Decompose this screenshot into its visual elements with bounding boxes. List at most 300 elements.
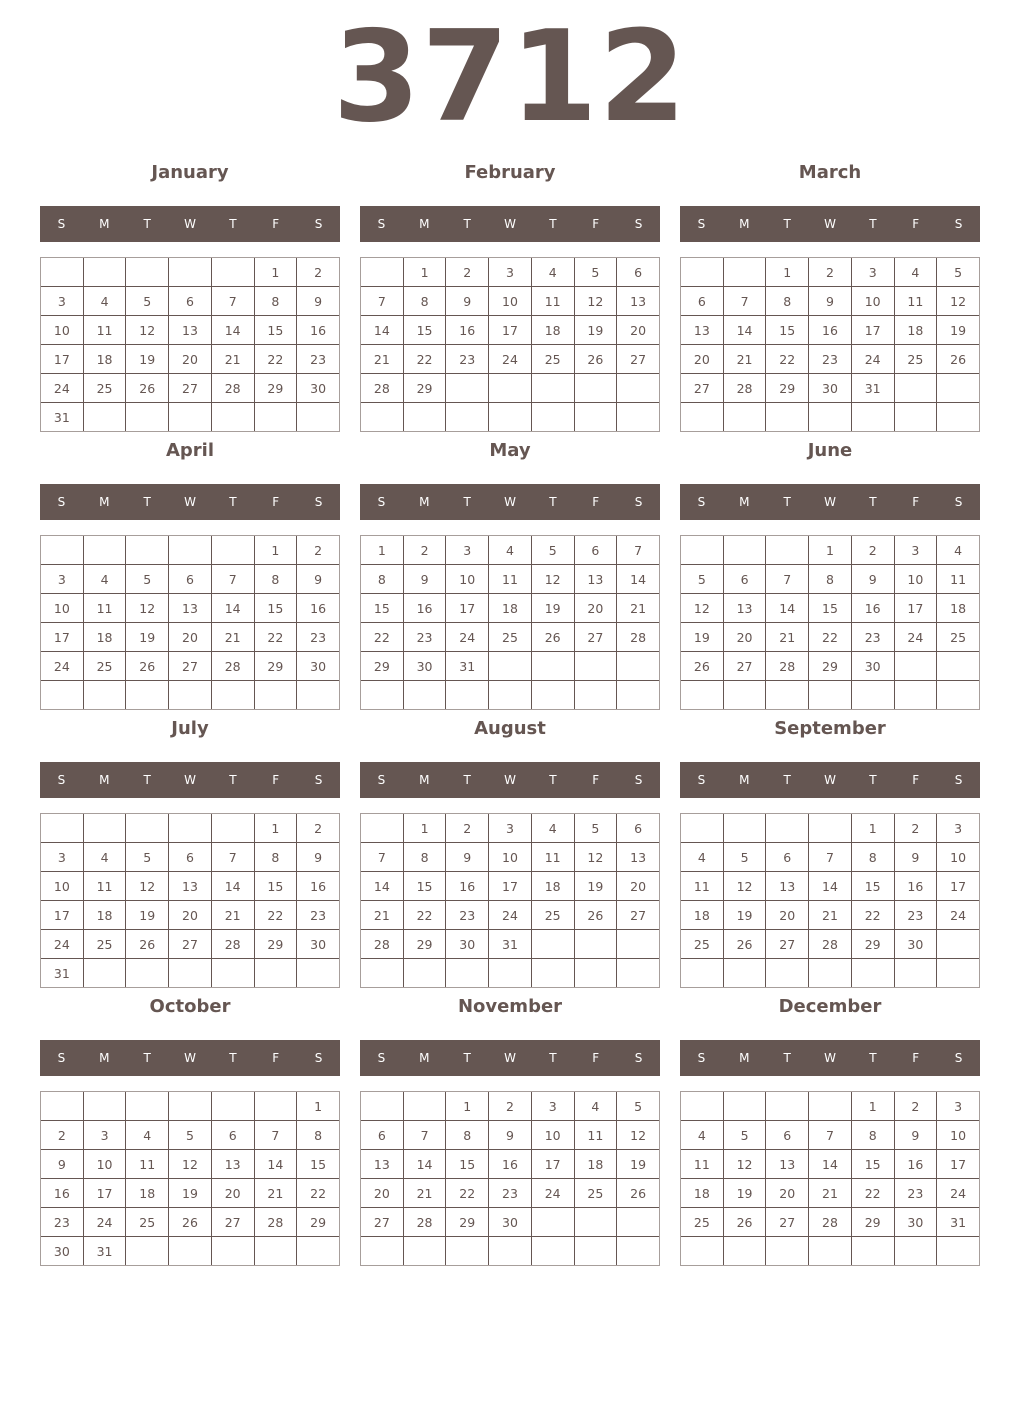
day-cell xyxy=(937,1237,980,1266)
day-cell: 24 xyxy=(83,1208,126,1237)
day-cell: 26 xyxy=(126,652,169,681)
week-row xyxy=(681,403,980,432)
day-cell xyxy=(766,1237,809,1266)
week-row xyxy=(361,403,660,432)
day-cell xyxy=(446,374,489,403)
day-cell: 31 xyxy=(83,1237,126,1266)
day-cell: 14 xyxy=(361,872,404,901)
day-cell: 21 xyxy=(211,623,254,652)
day-cell: 18 xyxy=(531,316,574,345)
week-row xyxy=(681,258,980,287)
day-cell: 21 xyxy=(361,345,404,374)
day-cell: 28 xyxy=(211,652,254,681)
week-row xyxy=(361,872,660,901)
weekday-label: W xyxy=(504,495,516,509)
day-cell: 25 xyxy=(574,1179,617,1208)
weekday-label: W xyxy=(504,773,516,787)
weekday-label: W xyxy=(824,217,836,231)
day-cell: 27 xyxy=(617,901,660,930)
day-cell: 5 xyxy=(617,1092,660,1121)
weekday-header xyxy=(360,206,660,242)
weekday-label: S xyxy=(57,495,66,509)
day-cell: 15 xyxy=(851,1150,894,1179)
day-cell: 27 xyxy=(617,345,660,374)
day-cell: 9 xyxy=(489,1121,532,1150)
weekday-label: W xyxy=(504,217,516,231)
weekday-label: M xyxy=(419,1051,430,1065)
day-cell: 8 xyxy=(403,843,446,872)
weekday-label: T xyxy=(783,217,791,231)
day-cell: 6 xyxy=(681,287,724,316)
day-cell: 28 xyxy=(403,1208,446,1237)
week-row xyxy=(41,316,340,345)
day-cell: 12 xyxy=(169,1150,212,1179)
month-name: October xyxy=(149,996,231,1017)
week-row xyxy=(41,403,340,432)
day-cell: 11 xyxy=(489,565,532,594)
week-row xyxy=(361,1150,660,1179)
day-cell xyxy=(894,403,937,432)
day-cell: 4 xyxy=(531,258,574,287)
day-cell: 13 xyxy=(169,594,212,623)
day-cell: 19 xyxy=(169,1179,212,1208)
day-cell: 3 xyxy=(446,536,489,565)
day-cell: 28 xyxy=(723,374,766,403)
weekday-label: T xyxy=(143,217,151,231)
weekday-label: F xyxy=(592,495,600,509)
weekday-label: T xyxy=(463,217,471,231)
day-cell xyxy=(126,258,169,287)
weekday-label: F xyxy=(592,773,600,787)
day-cell: 24 xyxy=(851,345,894,374)
week-row xyxy=(681,536,980,565)
day-cell xyxy=(83,959,126,988)
day-cell: 24 xyxy=(489,345,532,374)
day-cell: 28 xyxy=(361,930,404,959)
weekday-label: W xyxy=(184,217,196,231)
day-grid xyxy=(40,535,340,710)
day-cell: 8 xyxy=(297,1121,340,1150)
week-row xyxy=(41,374,340,403)
day-cell: 18 xyxy=(531,872,574,901)
day-cell xyxy=(574,1208,617,1237)
day-cell: 6 xyxy=(169,843,212,872)
day-cell: 7 xyxy=(211,287,254,316)
day-cell: 11 xyxy=(83,316,126,345)
week-row xyxy=(41,345,340,374)
day-cell: 4 xyxy=(489,536,532,565)
day-cell xyxy=(403,959,446,988)
day-cell: 1 xyxy=(851,1092,894,1121)
day-cell xyxy=(531,403,574,432)
day-cell: 6 xyxy=(169,565,212,594)
weekday-label: W xyxy=(824,1051,836,1065)
day-cell: 26 xyxy=(574,345,617,374)
day-cell: 22 xyxy=(254,901,297,930)
week-row xyxy=(681,345,980,374)
day-cell xyxy=(723,1237,766,1266)
day-cell: 22 xyxy=(403,345,446,374)
day-cell: 18 xyxy=(83,901,126,930)
day-cell: 19 xyxy=(681,623,724,652)
day-cell xyxy=(531,374,574,403)
day-cell xyxy=(937,959,980,988)
day-cell: 4 xyxy=(126,1121,169,1150)
day-cell: 28 xyxy=(766,652,809,681)
day-cell xyxy=(809,1092,852,1121)
day-cell: 1 xyxy=(361,536,404,565)
week-row xyxy=(41,1092,340,1121)
day-cell xyxy=(809,959,852,988)
day-cell: 14 xyxy=(403,1150,446,1179)
day-cell xyxy=(83,1092,126,1121)
day-cell: 28 xyxy=(254,1208,297,1237)
day-cell: 13 xyxy=(681,316,724,345)
day-cell: 26 xyxy=(937,345,980,374)
day-cell xyxy=(169,814,212,843)
day-cell: 25 xyxy=(531,901,574,930)
weekday-label: M xyxy=(739,217,750,231)
day-cell: 4 xyxy=(531,814,574,843)
weekday-label: S xyxy=(314,217,323,231)
day-cell: 9 xyxy=(446,843,489,872)
day-cell: 23 xyxy=(489,1179,532,1208)
weekday-label: S xyxy=(634,495,643,509)
day-cell: 4 xyxy=(83,843,126,872)
day-cell xyxy=(894,1237,937,1266)
month-name: April xyxy=(165,440,215,461)
week-row xyxy=(41,1208,340,1237)
day-cell: 11 xyxy=(574,1121,617,1150)
weekday-label: T xyxy=(229,1051,237,1065)
day-cell: 9 xyxy=(41,1150,84,1179)
day-cell xyxy=(403,1092,446,1121)
day-cell: 13 xyxy=(766,872,809,901)
day-cell: 1 xyxy=(254,536,297,565)
day-cell: 1 xyxy=(403,258,446,287)
day-cell: 21 xyxy=(211,901,254,930)
day-cell xyxy=(937,930,980,959)
day-cell: 16 xyxy=(297,872,340,901)
week-row xyxy=(361,594,660,623)
day-cell: 2 xyxy=(403,536,446,565)
weekday-label: F xyxy=(272,1051,280,1065)
day-cell xyxy=(617,403,660,432)
day-cell: 6 xyxy=(617,814,660,843)
week-row xyxy=(681,1092,980,1121)
weekday-label: S xyxy=(57,1051,66,1065)
day-cell: 22 xyxy=(297,1179,340,1208)
week-row xyxy=(361,843,660,872)
day-cell: 12 xyxy=(126,594,169,623)
weekday-label: F xyxy=(592,217,600,231)
weekday-label: W xyxy=(824,773,836,787)
weekday-label: M xyxy=(739,773,750,787)
day-cell: 20 xyxy=(169,345,212,374)
day-cell xyxy=(617,652,660,681)
day-cell: 1 xyxy=(446,1092,489,1121)
day-cell: 30 xyxy=(403,652,446,681)
week-row xyxy=(681,901,980,930)
day-cell: 10 xyxy=(851,287,894,316)
day-cell xyxy=(809,1237,852,1266)
day-cell: 21 xyxy=(766,623,809,652)
day-cell: 14 xyxy=(361,316,404,345)
day-cell: 18 xyxy=(937,594,980,623)
day-cell xyxy=(446,681,489,710)
day-cell xyxy=(211,403,254,432)
day-cell: 31 xyxy=(41,403,84,432)
day-cell: 10 xyxy=(41,872,84,901)
weekday-header xyxy=(680,762,980,798)
day-cell: 9 xyxy=(297,565,340,594)
day-cell: 24 xyxy=(531,1179,574,1208)
day-cell xyxy=(937,681,980,710)
day-cell: 25 xyxy=(531,345,574,374)
day-cell: 26 xyxy=(126,930,169,959)
day-cell: 24 xyxy=(41,930,84,959)
day-cell xyxy=(766,536,809,565)
day-cell xyxy=(169,1092,212,1121)
day-cell xyxy=(723,258,766,287)
day-cell: 22 xyxy=(254,345,297,374)
day-cell: 25 xyxy=(83,374,126,403)
day-cell: 11 xyxy=(894,287,937,316)
day-cell: 3 xyxy=(894,536,937,565)
day-cell xyxy=(297,403,340,432)
day-cell xyxy=(126,814,169,843)
day-cell: 15 xyxy=(403,872,446,901)
day-cell: 17 xyxy=(41,345,84,374)
day-grid xyxy=(40,813,340,988)
day-cell: 11 xyxy=(83,594,126,623)
day-cell: 23 xyxy=(446,345,489,374)
day-cell xyxy=(937,652,980,681)
day-cell: 4 xyxy=(937,536,980,565)
day-cell xyxy=(126,959,169,988)
week-row xyxy=(681,565,980,594)
day-cell: 17 xyxy=(446,594,489,623)
week-row xyxy=(361,1179,660,1208)
day-cell: 10 xyxy=(41,594,84,623)
day-cell xyxy=(681,258,724,287)
day-cell: 15 xyxy=(254,316,297,345)
weekday-label: S xyxy=(634,773,643,787)
day-cell xyxy=(41,258,84,287)
day-cell xyxy=(297,1237,340,1266)
week-row xyxy=(361,930,660,959)
day-cell: 13 xyxy=(617,287,660,316)
day-cell: 15 xyxy=(809,594,852,623)
day-cell: 9 xyxy=(297,287,340,316)
day-grid xyxy=(40,257,340,432)
weekday-label: T xyxy=(549,217,557,231)
day-cell: 26 xyxy=(531,623,574,652)
week-row xyxy=(41,814,340,843)
weekday-label: T xyxy=(229,495,237,509)
day-cell: 2 xyxy=(851,536,894,565)
day-cell: 22 xyxy=(254,623,297,652)
day-cell xyxy=(809,681,852,710)
weekday-label: T xyxy=(143,495,151,509)
day-cell xyxy=(254,681,297,710)
day-cell: 19 xyxy=(126,901,169,930)
day-cell: 28 xyxy=(809,930,852,959)
weekday-label: T xyxy=(549,1051,557,1065)
day-cell xyxy=(681,536,724,565)
day-cell xyxy=(531,681,574,710)
week-row xyxy=(361,1208,660,1237)
weekday-label: T xyxy=(229,773,237,787)
day-cell: 18 xyxy=(574,1150,617,1179)
day-cell xyxy=(809,814,852,843)
day-cell: 12 xyxy=(126,316,169,345)
weekday-label: F xyxy=(912,495,920,509)
day-cell xyxy=(211,258,254,287)
day-cell: 23 xyxy=(297,901,340,930)
day-cell xyxy=(403,403,446,432)
day-cell: 9 xyxy=(403,565,446,594)
day-cell xyxy=(489,374,532,403)
month-name: September xyxy=(774,718,886,739)
day-cell: 13 xyxy=(766,1150,809,1179)
week-row xyxy=(41,594,340,623)
day-cell: 10 xyxy=(83,1150,126,1179)
day-cell: 28 xyxy=(211,930,254,959)
day-cell xyxy=(41,681,84,710)
day-cell: 14 xyxy=(254,1150,297,1179)
year-title: 3712 xyxy=(332,3,688,150)
day-cell xyxy=(574,1237,617,1266)
day-cell: 29 xyxy=(809,652,852,681)
week-row xyxy=(361,652,660,681)
day-cell: 13 xyxy=(211,1150,254,1179)
day-cell: 3 xyxy=(41,287,84,316)
day-cell xyxy=(361,258,404,287)
day-cell xyxy=(361,1237,404,1266)
day-cell: 28 xyxy=(809,1208,852,1237)
week-row xyxy=(681,623,980,652)
week-row xyxy=(41,652,340,681)
day-grid xyxy=(40,1091,340,1266)
day-cell: 27 xyxy=(169,652,212,681)
day-cell: 19 xyxy=(574,316,617,345)
day-cell: 25 xyxy=(83,652,126,681)
day-cell: 10 xyxy=(41,316,84,345)
day-cell: 20 xyxy=(766,1179,809,1208)
day-cell xyxy=(766,1092,809,1121)
weekday-header xyxy=(40,762,340,798)
day-cell: 3 xyxy=(83,1121,126,1150)
day-cell: 3 xyxy=(937,1092,980,1121)
day-cell: 28 xyxy=(361,374,404,403)
week-row xyxy=(41,843,340,872)
day-cell xyxy=(937,374,980,403)
day-grid xyxy=(680,1091,980,1266)
day-cell: 22 xyxy=(851,1179,894,1208)
day-cell xyxy=(211,814,254,843)
week-row xyxy=(681,316,980,345)
day-cell: 26 xyxy=(574,901,617,930)
day-cell: 6 xyxy=(574,536,617,565)
day-cell: 13 xyxy=(361,1150,404,1179)
day-cell: 29 xyxy=(254,374,297,403)
weekday-header xyxy=(40,206,340,242)
weekday-label: M xyxy=(739,495,750,509)
day-cell xyxy=(574,959,617,988)
day-cell: 15 xyxy=(297,1150,340,1179)
day-cell: 8 xyxy=(446,1121,489,1150)
day-cell: 21 xyxy=(211,345,254,374)
day-cell: 31 xyxy=(937,1208,980,1237)
day-cell xyxy=(211,959,254,988)
day-cell: 12 xyxy=(617,1121,660,1150)
day-cell: 12 xyxy=(723,1150,766,1179)
day-cell xyxy=(531,652,574,681)
week-row xyxy=(41,1237,340,1266)
day-cell xyxy=(723,814,766,843)
day-cell: 25 xyxy=(83,930,126,959)
weekday-label: F xyxy=(912,1051,920,1065)
day-cell: 4 xyxy=(681,843,724,872)
week-row xyxy=(361,536,660,565)
day-cell: 20 xyxy=(723,623,766,652)
day-cell: 30 xyxy=(297,652,340,681)
day-cell: 27 xyxy=(766,930,809,959)
weekday-label: S xyxy=(377,773,386,787)
day-cell: 29 xyxy=(254,930,297,959)
week-row xyxy=(681,1121,980,1150)
week-row xyxy=(361,316,660,345)
week-row xyxy=(41,287,340,316)
day-cell: 7 xyxy=(211,565,254,594)
day-cell: 15 xyxy=(254,872,297,901)
day-cell: 3 xyxy=(41,843,84,872)
month-name: July xyxy=(171,718,209,739)
day-cell xyxy=(531,959,574,988)
day-cell: 5 xyxy=(574,258,617,287)
day-cell: 16 xyxy=(41,1179,84,1208)
day-cell xyxy=(723,681,766,710)
day-cell: 29 xyxy=(403,930,446,959)
day-cell: 8 xyxy=(403,287,446,316)
week-row xyxy=(681,1208,980,1237)
day-cell xyxy=(894,652,937,681)
day-cell: 21 xyxy=(809,901,852,930)
day-cell: 7 xyxy=(723,287,766,316)
day-cell xyxy=(211,1237,254,1266)
day-cell: 2 xyxy=(297,258,340,287)
week-row xyxy=(681,1150,980,1179)
week-row xyxy=(361,1237,660,1266)
day-cell: 20 xyxy=(211,1179,254,1208)
day-cell: 5 xyxy=(723,843,766,872)
day-cell: 16 xyxy=(489,1150,532,1179)
week-row xyxy=(361,1092,660,1121)
day-cell: 3 xyxy=(531,1092,574,1121)
day-cell: 9 xyxy=(297,843,340,872)
day-cell: 2 xyxy=(809,258,852,287)
day-cell: 3 xyxy=(489,258,532,287)
day-cell: 23 xyxy=(403,623,446,652)
day-cell: 27 xyxy=(574,623,617,652)
day-cell: 23 xyxy=(894,1179,937,1208)
day-cell: 9 xyxy=(894,843,937,872)
weekday-label: F xyxy=(272,217,280,231)
day-cell xyxy=(851,1237,894,1266)
day-cell xyxy=(83,258,126,287)
day-cell: 17 xyxy=(937,1150,980,1179)
